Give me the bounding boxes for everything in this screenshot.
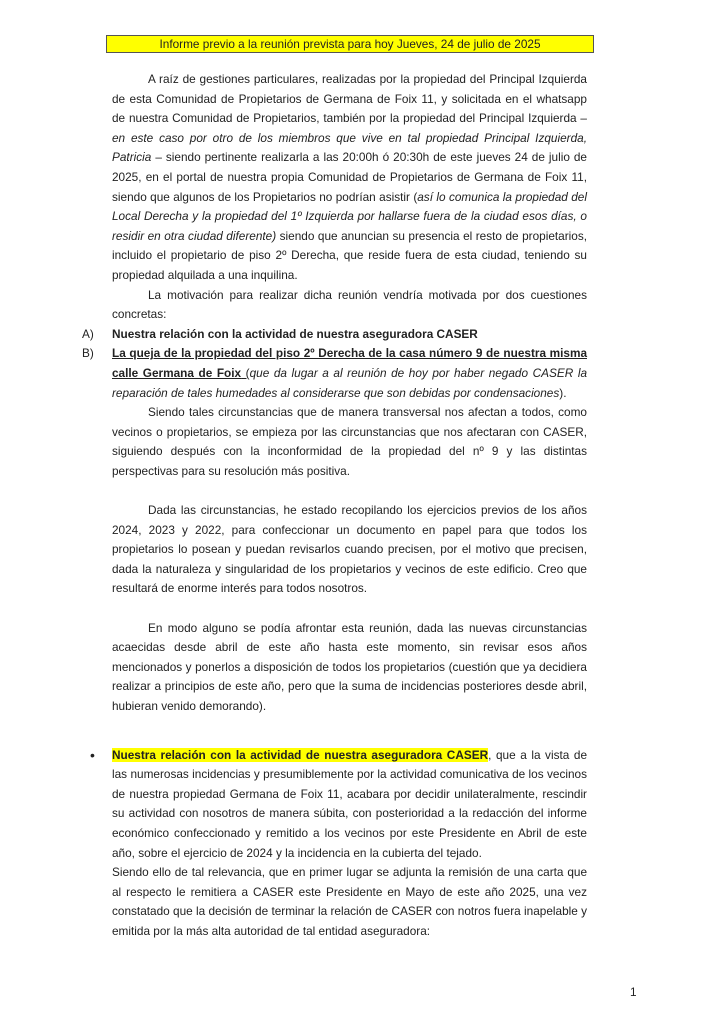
bullet-icon: • (90, 746, 95, 763)
bullet-highlight: Nuestra relación con la actividad de nuestra aseguradora CASER (112, 747, 489, 762)
paragraph-circumstances: Siendo tales circunstancias que de manera transversal nos afectan a todos, como vecinos o propietarios, se empieza por las circunstancias que nos afectaran con CASER, siguiendo después con la inconformidad de la propiedad del nº 9 y las distintas perspectivas para su resolución más positiva. (112, 405, 587, 478)
list-item-b (82, 344, 587, 403)
paragraph-intro (112, 70, 587, 286)
list-end-b: ). (559, 385, 567, 400)
header-title: Informe previo a la reunión prevista para hoy Jueves, 24 de julio de 2025 (106, 35, 594, 53)
paragraph-meeting: En modo alguno se podía afrontar esta reunión, dada las nuevas circunstancias acaecidas desde abril de este año hasta este momento, sin revisar esos años mencionados y ponerlos a disposición de todos los propietarios (cuestión que ya decidiera realizar a principios de este año, pero que la suma de incidencias posteriores desde abril, hubieran venido demorando). (112, 620, 587, 713)
list-paren-b: ( (241, 365, 250, 380)
intro-text-1: A raíz de gestiones particulares, realizadas por la propiedad del Principal Izquierda de esta Comunidad de Propietarios de Germana de Foix 11, y solicitada en el whatsapp de nuestra Comunidad de Propietarios, también por la propiedad del Principal Izquierda – (112, 72, 587, 126)
bullet-item-caser (90, 746, 588, 864)
document-body (82, 70, 588, 942)
paragraph-letter: Siendo ello de tal relevancia, que en primer lugar se adjunta la remisión de una carta que al respecto le remitiera a CASER este Presidente en Mayo de este año 2025, una vez constatado que la decisión de terminar la relación de CASER con notros fuera inapelable y emitida por la más alta autoridad de tal entidad aseguradora: (112, 865, 587, 938)
intro-italic-1: en este caso por otro de los miembros que vive en tal propiedad Principal Izquierda, Patricia (112, 130, 587, 165)
list-marker-b: B) (82, 346, 94, 361)
paragraph-documents: Dada las circunstancias, he estado recopilando los ejercicios previos de los años 2024, 2023 y 2022, para confeccionar un documento en papel para que todos los propietarios lo posean y puedan revisarlos cuando precisen, por el motivo que precisen, dada la naturaleza y singularidad de los propietarios y vecinos de este edificio. Creo que resultará de enorme interés para todos nosotros. (112, 503, 587, 596)
page-number: 1 (630, 985, 637, 999)
paragraph-motivation: La motivación para realizar dicha reunión vendría motivada por dos cuestiones concretas: (112, 287, 587, 322)
list-marker-a: A) (82, 326, 94, 341)
list-italic-b: que da lugar a al reunión de hoy por haber negado CASER la reparación de tales humedades al considerarse que son debidas por condensaciones (112, 365, 587, 400)
list-item-a (82, 325, 587, 345)
list-text-b: La queja de la propiedad del piso 2º Derecha de la casa número 9 de nuestra misma calle Germana de Foix (112, 346, 587, 380)
intro-italic-2: así lo comunica la propiedad del Local Derecha y la propiedad del 1º Izquierda por hallarse fuera de la ciudad esos días, o residir en otra ciudad diferente) (112, 189, 587, 243)
bullet-text: , que a la vista de las numerosas incidencias y presumiblemente por la actividad comunicativa de los vecinos de nuestra propiedad Germana de Foix 11, acabara por decidir unilateralmente, rescindir su actividad con nosotros de manera súbita, con posterioridad a la redacción del informe económico confeccionado y remitido a los vecinos por este Presidente en Abril de este año, sobre el ejercicio de 2024 y la incidencia en la cubierta del tejado. (112, 747, 588, 860)
intro-text-3: siendo que anuncian su presencia el resto de propietarios, incluido el propietario de piso 2º Derecha, que reside fuera de esta ciudad, teniendo su propiedad alquilada a una inquilina. (112, 228, 587, 282)
intro-text-2: – siendo pertinente realizarla a las 20:00h ó 20:30h de este jueves 24 de julio de 2025, en el portal de nuestra propia Comunidad de Propietarios de Germana de Foix 11, siendo que algunos de los Propietarios no podrían asistir ( (112, 150, 587, 204)
list-text-a: Nuestra relación con la actividad de nuestra aseguradora CASER (112, 326, 478, 341)
